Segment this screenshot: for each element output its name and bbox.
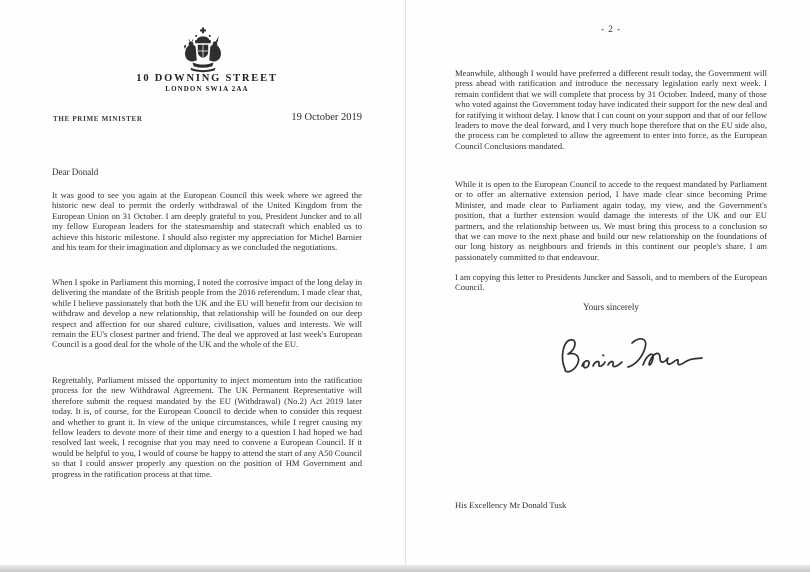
letterhead-postcode: LONDON SW1A 2AA <box>165 85 249 93</box>
page1-paragraph-3: Regrettably, Parliament missed the opportunity to inject momentum into the ratification process for the new Withdrawal Agreement. The UK Permanent Representative will therefore submit the request mandated by the EU (Withdrawal) (No.2) Act 2019 later today. It is, of course, for the European Council to decide when to consider this request and whether to grant it. In view of the unique circumstances, while I regret causing my fellow leaders to devote more of their time and energy to a question I had hoped we had resolved last week, I recognise that you may need to convene a European Council. If it would be helpful to you, I would of course be happy to attend the start of any A50 Council so that I could answer properly any question on the position of HM Government and progress in the ratification process at that time. <box>52 375 362 479</box>
closing-valediction: Yours sincerely <box>583 302 639 312</box>
page2-paragraph-3: I am copying this letter to Presidents Juncker and Sassoli, and to members of the European Council. <box>455 272 767 293</box>
recipient-line: His Excellency Mr Donald Tusk <box>455 500 567 510</box>
letter-date: 19 October 2019 <box>291 112 362 123</box>
page1-paragraph-2: When I spoke in Parliament this morning, I noted the corrosive impact of the long delay in delivering the mandate of the British people from the 2016 referendum. I made clear that, while I believe passionately that both the UK and the EU will benefit from our decision to withdraw and develop a new relationship, that relationship will be founded on our deep respect and affection for our shared culture, civilisation, values and interests. We will remain the EU's closest partner and friend. The deal we approved at last week's European Council is a good deal for the whole of the UK and the whole of the EU. <box>52 277 362 350</box>
letterhead-address: 10 DOWNING STREET <box>136 73 278 84</box>
scan-bottom-edge <box>0 565 810 572</box>
page2-paragraph-1: Meanwhile, although I would have preferred a different result today, the Government will press ahead with ratification and introduce the necessary legislation early next week. I remain confident that we will complete that process by 31 October. Indeed, many of those who voted against the Government today have indicated their support for the new deal and for ratifying it without delay. I know that I can count on your support and that of our fellow leaders to move the deal forward, and I very much hope therefore that on the EU side also, the process can be completed to allow the agreement to enter into force, as the European Council Conclusions mandated. <box>455 68 767 151</box>
royal-coat-of-arms-icon <box>0 27 405 78</box>
letter-page-2 <box>405 0 810 572</box>
sender-title: THE PRIME MINISTER <box>53 115 143 123</box>
page1-paragraph-1: It was good to see you again at the European Council this week where we agreed the historic new deal to permit the orderly withdrawal of the United Kingdom from the European Union on 31 October. I am deeply grateful to you, President Juncker and to all my fellow European leaders for the statesmanship and statecraft which enabled us to achieve this historic milestone. I should also register my appreciation for Michel Barnier and his team for their imagination and diplomacy as we concluded the negotiations. <box>52 190 362 253</box>
page-number: - 2 - <box>601 24 621 34</box>
salutation: Dear Donald <box>52 167 99 177</box>
boris-johnson-signature <box>555 328 705 388</box>
page2-paragraph-2: While it is open to the European Council to accede to the request mandated by Parliament or to offer an alternative extension period, I have made clear since becoming Prime Minister, and made clear to Parliament again today, my view, and the Government's position, that a further extension would damage the interests of the UK and our EU partners, and the relationship between us. We must bring this process to a conclusion so that we can move to the next phase and build our new relationship on the foundations of our long history as neighbours and friends in this continent our people's share. I am passionately committed to that endeavour. <box>455 179 767 262</box>
